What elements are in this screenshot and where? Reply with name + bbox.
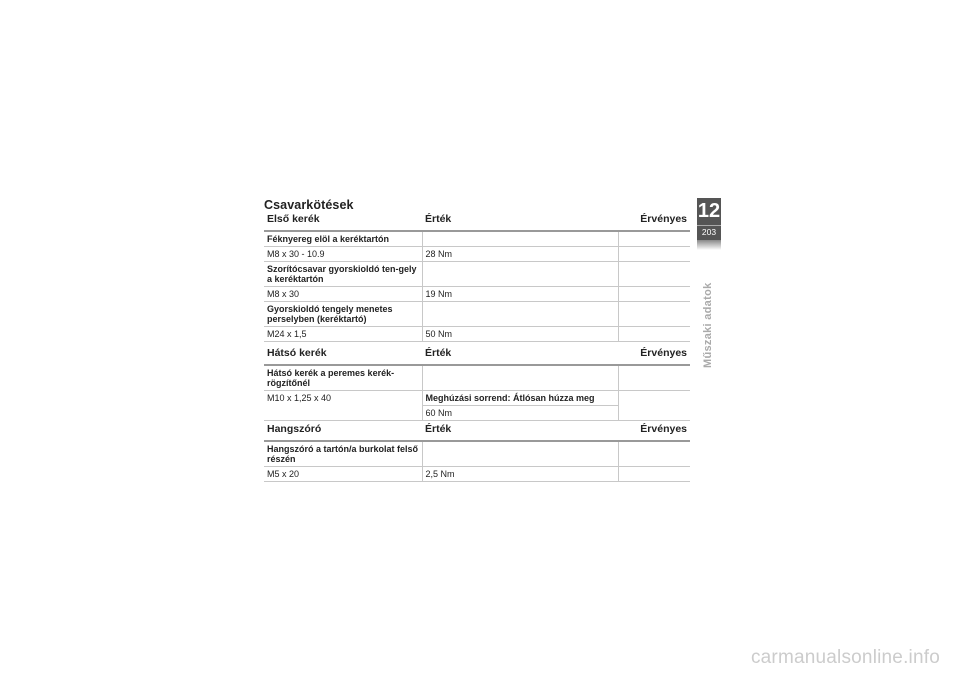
cell-component: Hátsó kerék a peremes kerék-rögzítőnél [264,365,422,391]
cell-validity [618,231,690,247]
table-row [264,327,690,342]
header-value: Érték [422,421,618,441]
cell-component: Szorítócsavar gyorskioldó ten-gely a keréktartón [264,262,422,287]
header-component: Hátsó kerék [264,345,422,365]
header-component: Hangszóró [264,421,422,441]
cell-component: M10 x 1,25 x 40 [267,393,332,403]
table-row [264,391,690,406]
cell-validity [618,467,690,482]
cell-validity [618,247,690,262]
cell-component: M8 x 30 - 10.9 [264,247,422,262]
header-component: Első kerék [264,211,422,231]
cell-validity [618,406,690,421]
cell-value: 60 Nm [422,406,618,421]
cell-validity [618,302,690,327]
page-title: Csavarkötések [264,198,354,212]
table-row [264,467,690,482]
cell-component: M5 x 20 [264,467,422,482]
header-validity: Érvényes [618,345,690,365]
header-value: Érték [422,211,618,231]
cell-validity [618,327,690,342]
table-row [264,247,690,262]
cell-validity [618,391,690,406]
page-number: 203 [697,225,721,240]
cell-value: 50 Nm [422,327,618,342]
cell-value [422,302,618,327]
horn-table [264,421,690,482]
table-row [264,365,690,391]
tab-gradient [697,240,721,250]
table-row [264,302,690,327]
cell-validity [618,441,690,467]
table-header-row [264,211,690,231]
table-row [264,262,690,287]
cell-component: M8 x 30 [264,287,422,302]
cell-component: Hangszóró a tartón/a burkolat felső részén [264,441,422,467]
header-value: Érték [422,345,618,365]
cell-value [422,365,618,391]
cell-component [264,406,422,421]
watermark: carmanualsonline.info [750,647,940,668]
cell-component: Féknyereg elöl a keréktartón [264,231,422,247]
cell-value: Meghúzási sorrend: Átlósan húzza meg [422,391,618,406]
table-row [264,231,690,247]
table-row [264,287,690,302]
header-validity: Érvényes [618,421,690,441]
cell-value [422,231,618,247]
chapter-number-tab: 12 [697,198,721,225]
cell-validity [618,262,690,287]
table-row [264,406,690,421]
rear-wheel-table [264,345,690,421]
cell-value: 28 Nm [422,247,618,262]
cell-validity [618,365,690,391]
cell-validity [618,287,690,302]
header-validity: Érvényes [618,211,690,231]
front-wheel-table [264,211,690,342]
cell-value [422,441,618,467]
table-header-row [264,421,690,441]
cell-value: 2,5 Nm [422,467,618,482]
table-row [264,441,690,467]
chapter-title: Műszaki adatok [702,282,714,368]
cell-value: 19 Nm [422,287,618,302]
cell-component: Gyorskioldó tengely menetes perselyben (keréktartó) [264,302,422,327]
cell-component: M24 x 1,5 [264,327,422,342]
cell-value [422,262,618,287]
table-header-row [264,345,690,365]
